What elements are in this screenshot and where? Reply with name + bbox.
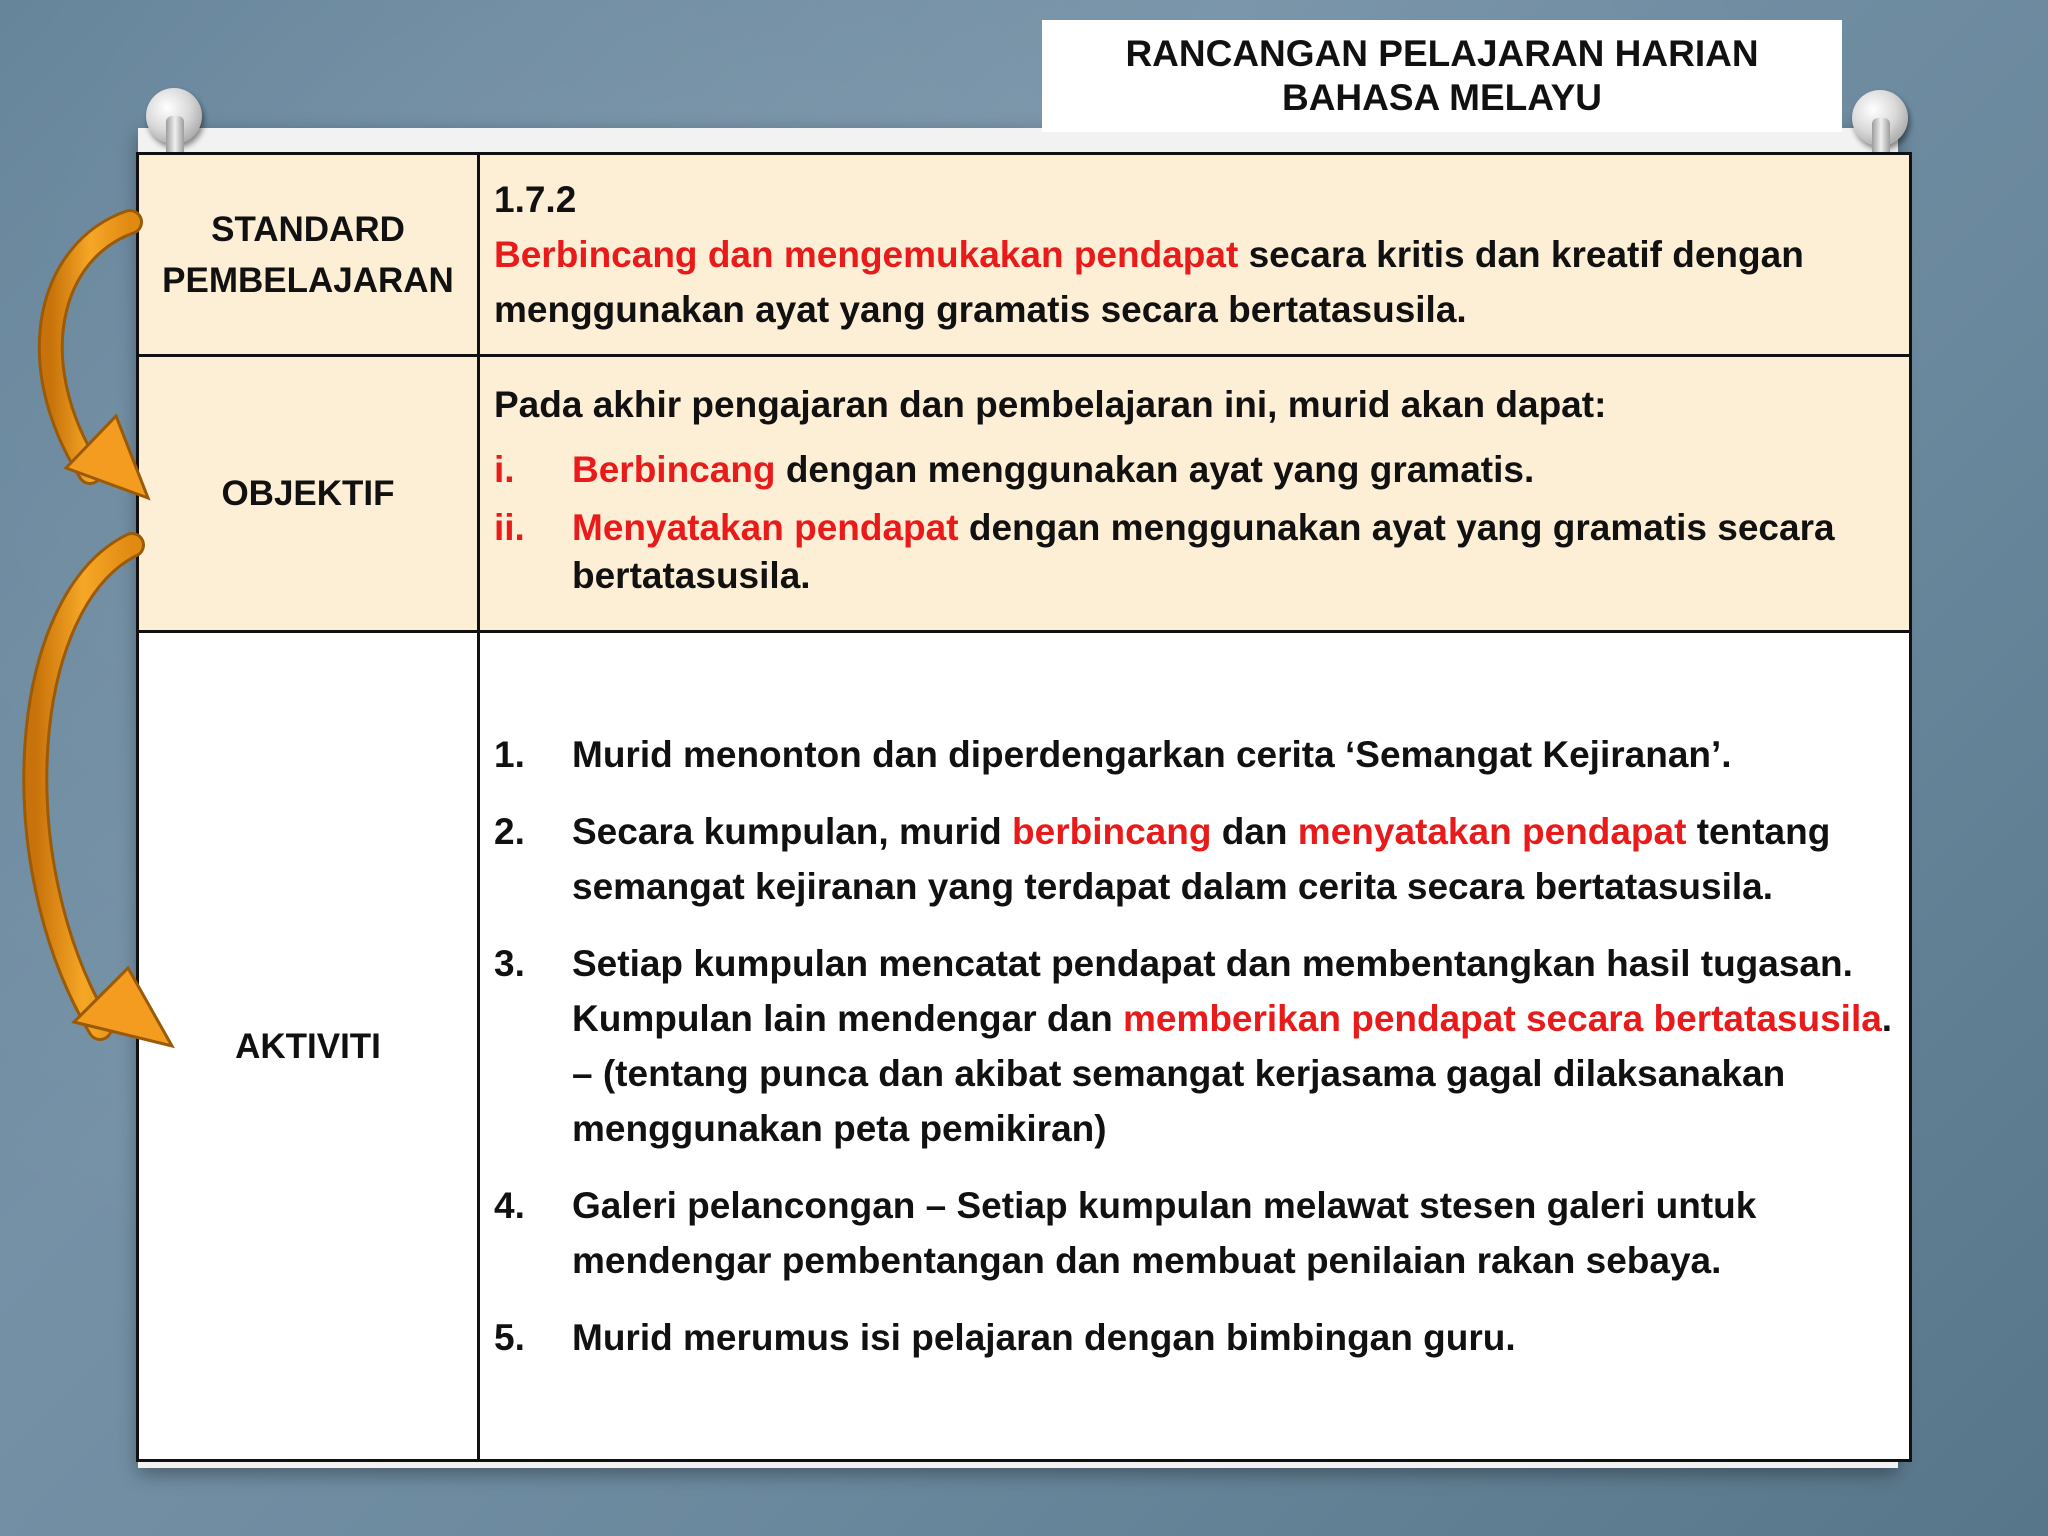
list-item: ii. Menyatakan pendapat dengan menggunakan ayat yang gramatis secara bertatasusila. xyxy=(494,507,1835,596)
list-item: 4. Galeri pelancongan – Setiap kumpulan melawat stesen galeri untuk mendengar pembentangan dan membuat penilaian rakan sebaya. xyxy=(494,1185,1757,1281)
curved-arrow-icon xyxy=(35,545,172,1046)
title-line-2: BAHASA MELAYU xyxy=(1281,77,1602,118)
list-item: 5. Murid merumus isi pelajaran dengan bimbingan guru. xyxy=(494,1317,1516,1358)
standard-text: Berbincang dan mengemukakan pendapat secara kritis dan kreatif dengan menggunakan ayat yang gramatis secara bertatasusila. xyxy=(494,234,1804,330)
list-item: 3. Setiap kumpulan mencatat pendapat dan membentangkan hasil tugasan. Kumpulan lain mendengar dan memberikan pendapat secara bertatasusila. – (tentang punca dan akibat semangat kerjasama gagal dilaksanakan menggunakan peta pemikiran) xyxy=(494,943,1893,1149)
aktiviti-label: AKTIVITI xyxy=(138,632,479,1461)
title-line-1: RANCANGAN PELAJARAN HARIAN xyxy=(1125,33,1759,74)
standard-label: STANDARD PEMBELAJARAN xyxy=(138,154,479,356)
list-item: 2. Secara kumpulan, murid berbincang dan menyatakan pendapat tentang semangat kejiranan yang terdapat dalam cerita secara bertatasusila. xyxy=(494,811,1831,907)
curved-arrow-icon xyxy=(51,222,148,498)
objektif-label: OBJEKTIF xyxy=(138,356,479,632)
list-item: i. Berbincang dengan menggunakan ayat yang gramatis. xyxy=(494,449,1535,490)
objektif-intro: Pada akhir pengajaran dan pembelajaran ini, murid akan dapat: xyxy=(494,384,1607,425)
standard-code: 1.7.2 xyxy=(494,179,577,220)
list-item: 1. Murid menonton dan diperdengarkan cerita ‘Semangat Kejiranan’. xyxy=(494,734,1732,775)
